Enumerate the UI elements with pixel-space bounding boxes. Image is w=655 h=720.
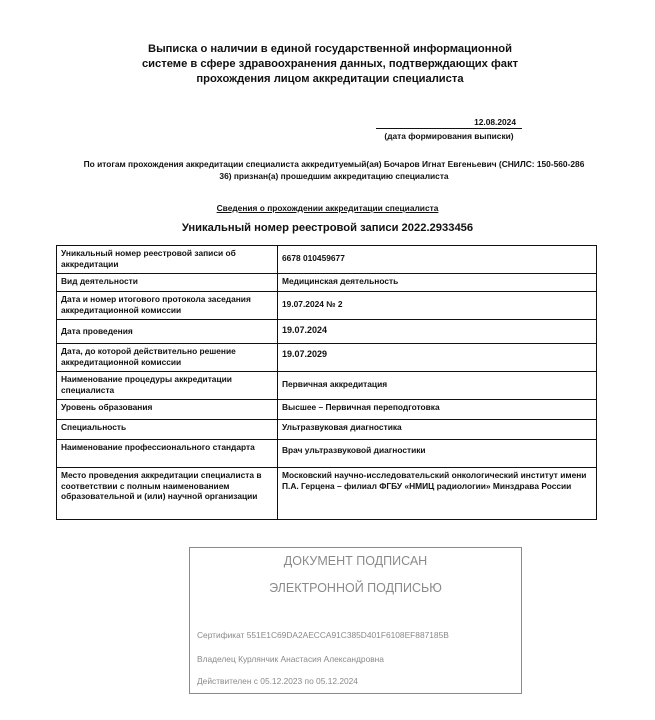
accreditation-table <box>56 245 597 520</box>
row-value: 19.07.2024 <box>278 320 597 344</box>
section-title: Сведения о прохождении аккредитации специалиста <box>216 203 439 213</box>
row-value: 19.07.2029 <box>278 344 597 372</box>
intro-text <box>54 158 614 182</box>
row-key: Уровень образования <box>57 400 278 420</box>
row-key: Уникальный номер реестровой записи об аккредитации <box>57 246 278 274</box>
table-row <box>57 320 597 344</box>
intro-line: 36) признан(а) прошедшим аккредитацию специалиста <box>219 171 449 181</box>
row-key: Дата проведения <box>57 320 278 344</box>
stamp-certificate: Сертификат 551E1C69DA2AECCA91C385D401F6108EF887185B <box>197 630 449 640</box>
issue-date: 12.08.2024 <box>376 117 522 129</box>
table-row <box>57 344 597 372</box>
row-key: Дата и номер итогового протокола заседания аккредитационной комиссии <box>57 292 278 320</box>
stamp-subheading: ЭЛЕКТРОННОЙ ПОДПИСЬЮ <box>269 581 442 595</box>
title-line: системе в сфере здравоохранения данных, подтверждающих факт <box>141 58 519 70</box>
row-value: Московский научно-исследовательский онкологический институт имени П.А. Герцена – филиал ФГБУ «НМИЦ радиологии» Минздрава России <box>278 468 597 520</box>
row-value: Высшее – Первичная переподготовка <box>278 400 597 420</box>
row-value: Ультразвуковая диагностика <box>278 420 597 440</box>
document-title <box>120 42 540 87</box>
row-key: Вид деятельности <box>57 274 278 292</box>
table-row <box>57 468 597 520</box>
row-value: Врач ультразвуковой диагностики <box>278 440 597 468</box>
table-row <box>57 372 597 400</box>
row-key: Специальность <box>57 420 278 440</box>
table-row <box>57 246 597 274</box>
row-key: Место проведения аккредитации специалиста в соответствии с полным наименованием образовательной и (или) научной организации <box>57 468 278 520</box>
table-row <box>57 440 597 468</box>
row-key: Наименование процедуры аккредитации специалиста <box>57 372 278 400</box>
row-key: Наименование профессионального стандарта <box>57 440 278 468</box>
intro-line: По итогам прохождения аккредитации специалиста аккредитуемый(ая) Бочаров Игнат Евгеньевич (СНИЛС: 150-560-286 <box>83 159 585 169</box>
issue-date-block <box>376 117 522 141</box>
stamp-heading: ДОКУМЕНТ ПОДПИСАН <box>283 554 428 568</box>
title-line: Выписка о наличии в единой государственной информационной <box>148 43 512 55</box>
title-line: прохождения лицом аккредитации специалиста <box>196 73 464 85</box>
stamp-owner: Владелец Курлянчик Анастасия Александровна <box>197 654 384 664</box>
row-value: 6678 010459677 <box>278 246 597 274</box>
table-row <box>57 420 597 440</box>
row-value: 19.07.2024 № 2 <box>278 292 597 320</box>
registry-number-title: Уникальный номер реестровой записи 2022.2933456 <box>181 222 474 234</box>
table-row <box>57 400 597 420</box>
issue-date-caption: (дата формирования выписки) <box>384 131 514 141</box>
electronic-signature-stamp <box>189 547 522 694</box>
stamp-validity: Действителен с 05.12.2023 по 05.12.2024 <box>197 676 358 686</box>
row-value: Первичная аккредитация <box>278 372 597 400</box>
table-row <box>57 274 597 292</box>
row-value: Медицинская деятельность <box>278 274 597 292</box>
table-row <box>57 292 597 320</box>
row-key: Дата, до которой действительно решение аккредитационной комиссии <box>57 344 278 372</box>
